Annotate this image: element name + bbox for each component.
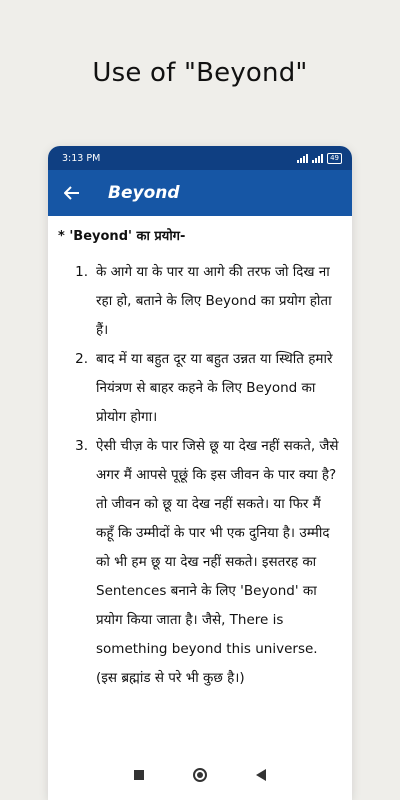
screenshot-caption: Use of "Beyond" xyxy=(92,58,308,88)
list-item-text: के आगे या के पार या आगे की तरफ जो दिख ना रहा हो, बताने के लिए Beyond का प्रयोग होता हैं। xyxy=(96,264,332,338)
list-item-text: बाद में या बहुत दूर या बहुत उन्नत या स्थिति हमारे नियंत्रण से बाहर कहने के लिए Beyond का प्रोयोग होगा। xyxy=(96,351,333,425)
app-bar xyxy=(48,170,352,216)
list-item-number: 3. xyxy=(75,438,88,454)
list-item-text: ऐसी चीज़ के पार जिसे छू या देख नहीं सकते, जैसे अगर मैं आपसे पूछूं कि इस जीवन के पार क्या है? तो जीवन को छू या देख नहीं सकते। या फिर मैं कहूँ कि उम्मीदों के पार भी एक दुनिया है। उम्मीद को भी हम छू या देख नहीं सकते। इसतरह का Sentences बनाने के लिए 'Beyond' का प्रयोग किया जाता है। जैसे, There is something beyond this universe. (इस ब्रह्मांड से परे भी कुछ है।) xyxy=(96,438,339,686)
status-bar xyxy=(48,146,352,170)
phone-screen xyxy=(48,146,352,800)
list-item-number: 1. xyxy=(75,264,88,280)
list-item-number: 2. xyxy=(75,351,88,367)
back-arrow-icon[interactable] xyxy=(62,183,82,203)
app-bar-title: Beyond xyxy=(108,183,180,203)
list-item xyxy=(58,432,346,693)
navigation-bar xyxy=(48,750,352,800)
square-stop-icon[interactable] xyxy=(127,763,151,787)
article-content xyxy=(48,216,352,693)
signal-icon xyxy=(297,154,308,163)
triangle-back-icon[interactable] xyxy=(249,763,273,787)
circle-home-icon[interactable] xyxy=(188,763,212,787)
signal-icon-2 xyxy=(312,154,323,163)
list-item xyxy=(58,258,346,345)
section-heading: * 'Beyond' का प्रयोग- xyxy=(58,229,186,244)
status-icons xyxy=(297,153,342,164)
status-time: 3:13 PM xyxy=(62,152,101,164)
list-item xyxy=(58,345,346,432)
battery-icon: 49 xyxy=(327,153,342,164)
